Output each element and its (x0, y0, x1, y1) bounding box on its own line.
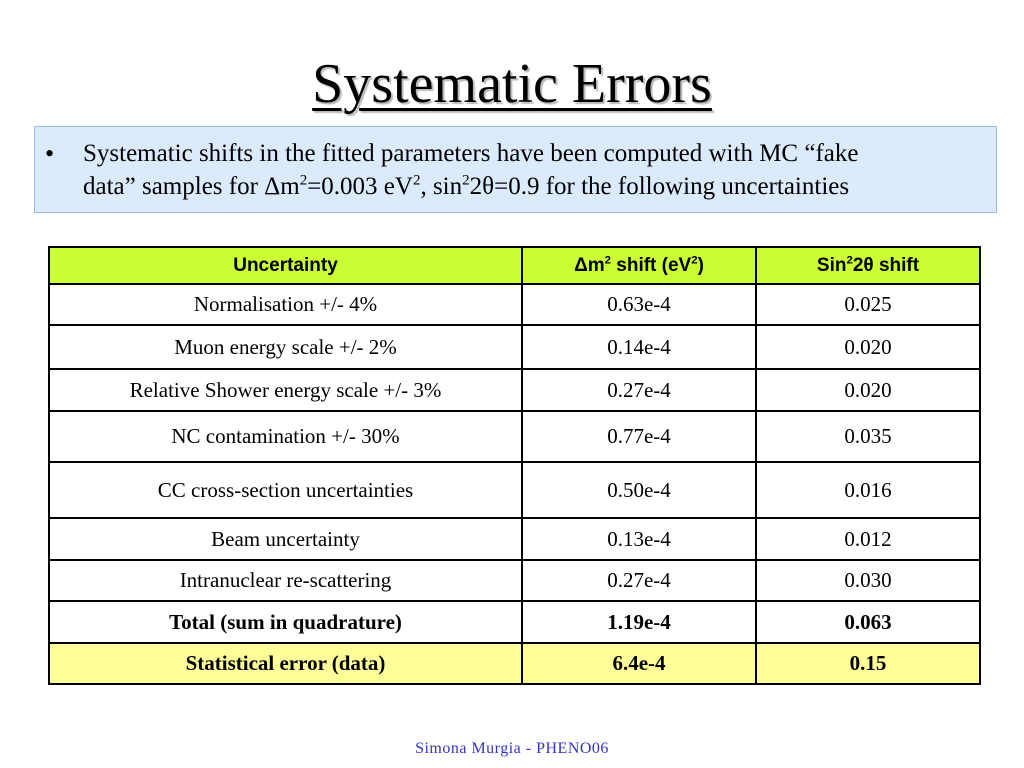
table-row (49, 518, 980, 560)
systematic-errors-table (48, 246, 981, 685)
bullet-line-2-part: =0.003 eV (307, 173, 413, 200)
cell-sin2-shift: 0.15 (756, 643, 980, 684)
table-header-row (49, 247, 980, 284)
cell-sin2-shift: 0.020 (756, 325, 980, 369)
bullet-line-2-part: data” samples for Δm (83, 173, 300, 200)
cell-uncertainty: Total (sum in quadrature) (49, 601, 522, 643)
table-row (49, 411, 980, 462)
superscript: 2 (299, 172, 308, 189)
header-sin2-shift: Sin$^2$2θ shift (756, 247, 980, 284)
bullet-marker: • (45, 139, 55, 168)
cell-dm2-shift: 0.50e-4 (522, 462, 756, 518)
cell-sin2-shift: 0.012 (756, 518, 980, 560)
bullet-box (34, 126, 997, 213)
superscript: 2 (462, 172, 470, 189)
table-row (49, 560, 980, 601)
bullet-text (83, 137, 988, 203)
cell-dm2-shift: 0.13e-4 (522, 518, 756, 560)
cell-dm2-shift: 0.27e-4 (522, 560, 756, 601)
cell-sin2-shift: 0.020 (756, 369, 980, 411)
statistical-error-row (49, 643, 980, 684)
cell-uncertainty: Relative Shower energy scale +/- 3% (49, 369, 522, 411)
bullet-line-2-part: 2θ=0.9 for the following uncertainties (469, 173, 850, 200)
cell-dm2-shift: 0.77e-4 (522, 411, 756, 462)
bullet-line-2-part: , sin (420, 173, 463, 200)
cell-dm2-shift: 0.63e-4 (522, 284, 756, 325)
cell-uncertainty: Statistical error (data) (49, 643, 522, 684)
footer-author: Simona Murgia - PHENO06 (415, 740, 609, 757)
cell-sin2-shift: 0.025 (756, 284, 980, 325)
cell-sin2-shift: 0.016 (756, 462, 980, 518)
total-row (49, 601, 980, 643)
bullet-line-1: Systematic shifts in the fitted parameters have been computed with MC “fake (83, 140, 859, 167)
table-row (49, 284, 980, 325)
cell-dm2-shift: 0.27e-4 (522, 369, 756, 411)
cell-uncertainty: NC contamination +/- 30% (49, 411, 522, 462)
cell-uncertainty: Beam uncertainty (49, 518, 522, 560)
cell-uncertainty: CC cross-section uncertainties (49, 462, 522, 518)
superscript: 2 (412, 172, 421, 189)
cell-sin2-shift: 0.063 (756, 601, 980, 643)
table-row (49, 462, 980, 518)
cell-uncertainty: Intranuclear re-scattering (49, 560, 522, 601)
cell-sin2-shift: 0.030 (756, 560, 980, 601)
header-dm2-shift: $\Delta m^2$ shift $(eV^2)$ (522, 247, 756, 284)
slide-title: Systematic Errors (312, 53, 712, 115)
cell-dm2-shift: 6.4e-4 (522, 643, 756, 684)
cell-sin2-shift: 0.035 (756, 411, 980, 462)
cell-uncertainty: Muon energy scale +/- 2% (49, 325, 522, 369)
cell-dm2-shift: 1.19e-4 (522, 601, 756, 643)
cell-uncertainty: Normalisation +/- 4% (49, 284, 522, 325)
table-row (49, 325, 980, 369)
header-uncertainty: Uncertainty (49, 247, 522, 284)
cell-dm2-shift: 0.14e-4 (522, 325, 756, 369)
table-row (49, 369, 980, 411)
